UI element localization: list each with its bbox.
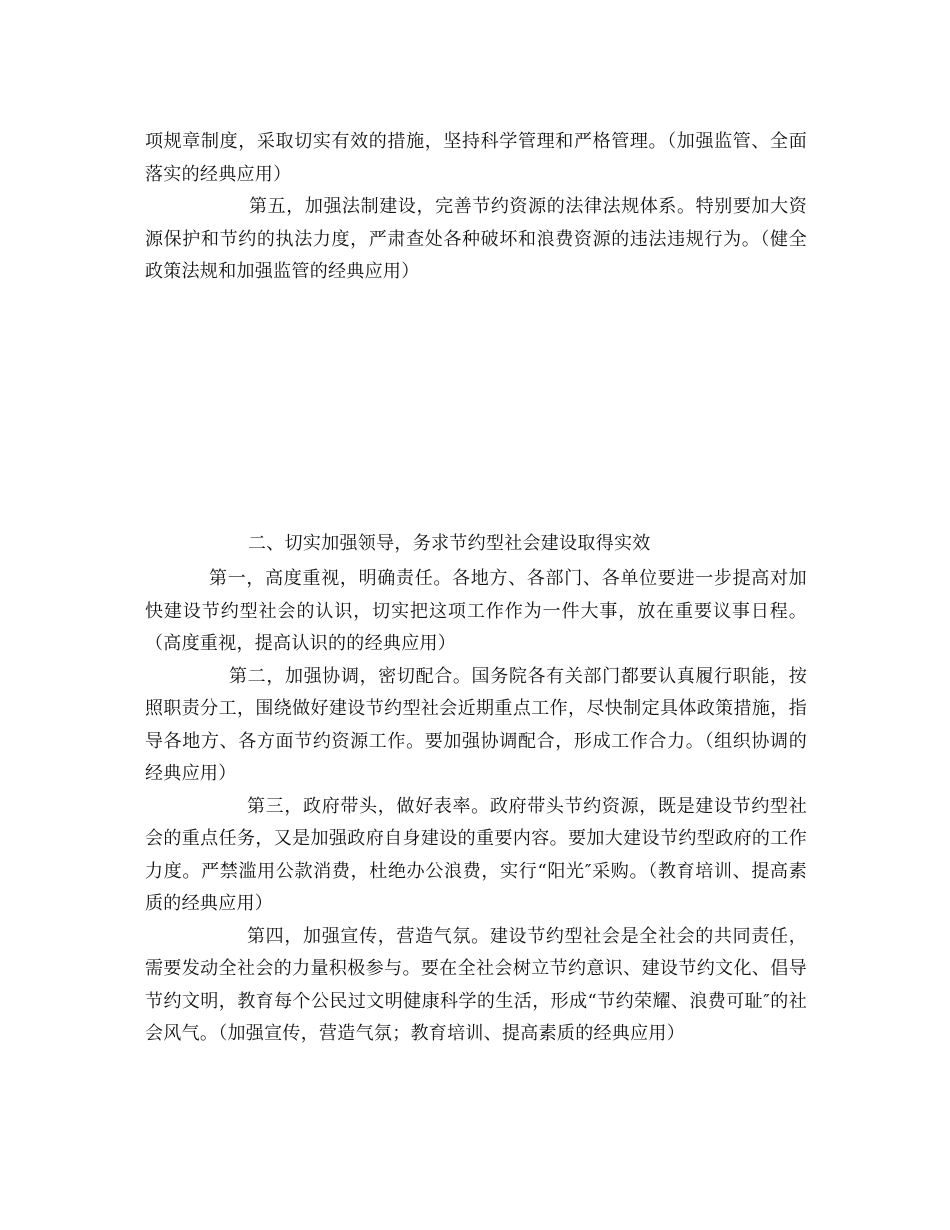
paragraph-third-government-lead: 第三，政府带头，做好表率。政府带头节约资源，既是建设节约型社会的重点任务，又是加强政府自身建设的重要内容。要加大建设节约型政府的工作力度。严禁滥用公款消费，杜绝办公浪费，实行“阳光″采购。（教育培训、提高素质的经典应用）	[145, 795, 807, 914]
section-heading: 二、切实加强领导，务求节约型社会建设取得实效	[248, 533, 651, 554]
paragraph-second-coordination: 第二，加强协调，密切配合。国务院各有关部门都要认真履行职能，按照职责分工，围绕做好建设节约型社会近期重点工作，尽快制定具体政策措施，指导各地方、各方面节约资源工作。要加强协调配合，形成工作合力。（组织协调的经典应用）	[145, 665, 807, 784]
paragraph-first-responsibility: 第一，高度重视，明确责任。各地方、各部门、各单位要进一步提高对加快建设节约型社会的认识，切实把这项工作作为一件大事，放在重要议事日程。（高度重视，提高认识的的经典应用）	[145, 568, 807, 654]
paragraph-fourth-publicity: 第四，加强宣传，营造气氛。建设节约型社会是全社会的共同责任，需要发动全社会的力量积极参与。要在全社会树立节约意识、建设节约文化、倡导节约文明，教育每个公民过文明健康科学的生活，形成“节约荣耀、浪费可耻″的社会风气。（加强宣传，营造气氛；教育培训、提高素质的经典应用）	[145, 925, 807, 1044]
paragraph-continued-regulations: 项规章制度，采取切实有效的措施，坚持科学管理和严格管理。（加强监管、全面落实的经典应用）	[145, 131, 807, 185]
paragraph-fifth-legal-system: 第五，加强法制建设，完善节约资源的法律法规体系。特别要加大资源保护和节约的执法力度，严肃查处各种破坏和浪费资源的违法违规行为。（健全政策法规和加强监管的经典应用）	[145, 196, 807, 282]
text-block-bottom	[145, 563, 807, 1051]
text-block-top	[145, 126, 807, 289]
